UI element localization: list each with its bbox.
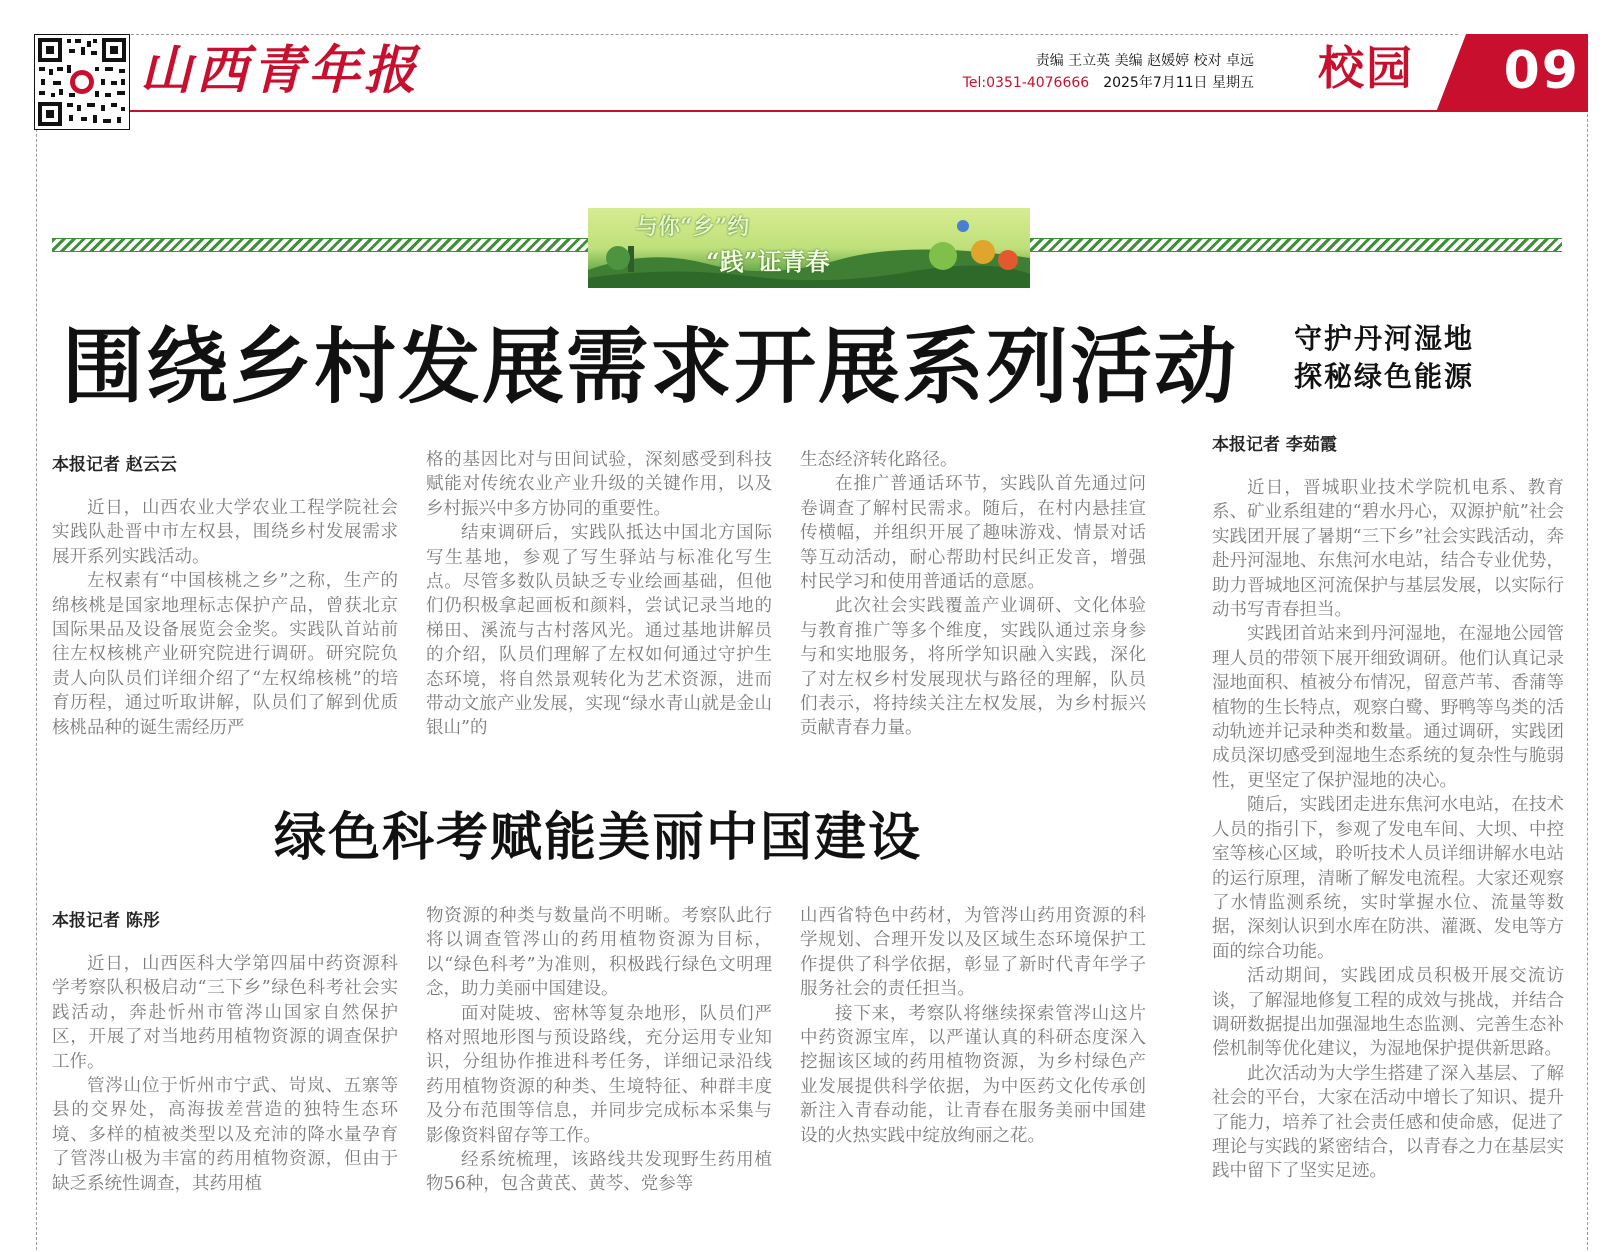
paragraph: 近日，山西医科大学第四届中药资源科学考察队积极启动“三下乡”绿色科考社会实践活动，奔赴忻州市管涔山国家自然保护区，开展了对当地药用植物资源的调查保护工作。 [52, 954, 398, 1072]
paragraph: 在推广普通话环节，实践队首先通过问卷调查了解村民需求。随后，在村内悬挂宣传横幅，并组织开展了趣味游戏、情景对话等互动活动，耐心帮助村民纠正发音，增强村民学习和使用普通话的意愿。 [800, 474, 1146, 593]
paragraph: 实践团首站来到丹河湿地，在湿地公园管理人员的带领下展开细致调研。他们认真记录湿地面积、植被分布情况，留意芦苇、香蒲等植物的生长特点，观察白鹭、野鸭等鸟类的活动轨迹并记录种类和数量。通过调研，实践团成员深切感受到湿地生态系统的复杂性与脆弱性，更坚定了保护湿地的决心。 [1212, 624, 1564, 791]
article1-column-3 [800, 448, 1146, 746]
article3-headline-line-1: 守护丹河湿地 [1294, 322, 1475, 355]
header-meta [963, 50, 1254, 94]
issue-date: 2025年7月11日 星期五 [1103, 75, 1254, 91]
section-name: 校园 [1318, 41, 1414, 95]
banner-hatch-right [1030, 238, 1562, 252]
paragraph: 格的基因比对与田间试验，深刻感受到科技赋能对传统农业产业升级的关键作用，以及乡村振兴中多方协同的重要性。 [426, 450, 772, 519]
paragraph: 此次活动为大学生搭建了深入基层、了解社会的平台，大家在活动中增长了知识、提升了能力，培养了社会责任感和使命感，促进了理论与实践的紧密结合，以青春之力在基层实践中留下了坚实足迹。 [1212, 1063, 1564, 1182]
banner-line-2: “践”证青春 [706, 247, 830, 276]
article3-headline [1294, 320, 1534, 396]
page-number-badge [1436, 30, 1588, 112]
qr-code-icon[interactable] [34, 34, 130, 130]
column-banner [588, 208, 1030, 288]
article2-column-2 [426, 904, 772, 1206]
page-number: 09 [1503, 41, 1580, 101]
paragraph: 接下来，考察队将继续探索管涔山这片中药资源宝库，以严谨认真的科研态度深入挖掘该区域的药用植物资源，为乡村绿色产业发展提供科学依据，为中医药文化传承创新注入青春动能，让青春在服务美丽中国建设的火热实践中绽放绚丽之花。 [800, 1003, 1146, 1146]
paragraph: 物资源的种类与数量尚不明晰。考察队此行将以调查管涔山的药用植物资源为目标，以“绿色科考”为准则，积极践行绿色文明理念，助力美丽中国建设。 [426, 906, 772, 1000]
article1-column-2 [426, 448, 772, 746]
article2-headline: 绿色科考赋能美丽中国建设 [274, 808, 923, 868]
article1-headline: 围绕乡村发展需求开展系列活动 [62, 320, 1239, 415]
article1-byline: 本报记者 赵云云 [52, 455, 177, 475]
article2-column-1 [52, 952, 398, 1206]
header-divider [130, 110, 1588, 112]
editors-line: 责编 王立英 美编 赵媛婷 校对 卓远 [1035, 53, 1254, 69]
article2-byline: 本报记者 陈彤 [52, 911, 160, 931]
paragraph: 山西省特色中药材，为管涔山药用资源的科学规划、合理开发以及区域生态环境保护工作提供了科学依据，彰显了新时代青年学子服务社会的责任担当。 [800, 906, 1146, 1000]
banner-line-1: 与你“乡”约 [636, 214, 750, 240]
article2-column-3 [800, 904, 1146, 1206]
paragraph: 面对陡坡、密林等复杂地形，队员们严格对照地形图与预设路线，充分运用专业知识，分组协作推进科考任务，详细记录沿线药用植物资源的种类、生境特征、种群丰度及分布范围等信息，并同步完成标本采集与影像资料留存等工作。 [426, 1003, 772, 1146]
article1-column-1 [52, 496, 398, 746]
paragraph: 近日，山西农业大学农业工程学院社会实践队赴晋中市左权县，围绕乡村发展需求展开系列实践活动。 [52, 498, 398, 567]
paragraph: 随后，实践团走进东焦河水电站，在技术人员的指引下，参观了发电车间、大坝、中控室等核心区域，聆听技术人员详细讲解水电站的运行原理，清晰了解发电流程。大家还观察了水情监测系统，实时掌握水位、流量等数据，深刻认识到水库在防洪、灌溉、发电等方面的综合功能。 [1212, 795, 1564, 962]
paragraph: 近日，晋城职业技术学院机电系、教育系、矿业系组建的“碧水丹心，双源护航”社会实践团开展了暑期“三下乡”社会实践活动，奔赴丹河湿地、东焦河水电站，结合专业优势，助力晋城地区河流保护与基层发展，以实际行动书写青春担当。 [1212, 478, 1564, 621]
paragraph: 管涔山位于忻州市宁武、岢岚、五寨等县的交界处，高海拔差营造的独特生态环境、多样的植被类型以及充沛的降水量孕育了管涔山极为丰富的药用植物资源，但由于缺乏系统性调查，其药用植 [52, 1076, 398, 1194]
article3-headline-line-2: 探秘绿色能源 [1294, 360, 1475, 393]
banner-hatch-left [52, 238, 588, 252]
masthead-logo: 山西青年报 [140, 40, 421, 101]
telephone: Tel:0351-4076666 [962, 75, 1090, 91]
paragraph: 经系统梳理，该路线共发现野生药用植物56种，包含黄芪、黄芩、党参等 [426, 1150, 772, 1195]
paragraph: 左权素有“中国核桃之乡”之称，生产的绵核桃是国家地理标志保护产品，曾获北京国际果品及设备展览会金奖。实践队首站前往左权核桃产业研究院进行调研。研究院负责人向队员们详细介绍了“左权绵核桃”的培育历程，通过听取讲解，队员们了解到优质核桃品种的诞生需经历严 [52, 571, 398, 738]
paragraph: 此次社会实践覆盖产业调研、文化体验与教育推广等多个维度，实践队通过亲身参与和实地服务，将所学知识融入实践，深化了对左权乡村发展现状与路径的理解，队员们表示，将持续关注左权发展，为乡村振兴贡献青春力量。 [800, 596, 1146, 739]
article3-column [1212, 476, 1564, 1250]
paragraph: 活动期间，实践团成员积极开展交流访谈，了解湿地修复工程的成效与挑战，并结合调研数据提出加强湿地生态监测、完善生态补偿机制等优化建议，为湿地保护提供新思路。 [1212, 966, 1564, 1060]
article3-byline: 本报记者 李茹霞 [1212, 435, 1337, 455]
paragraph: 生态经济转化路径。 [800, 450, 958, 470]
paragraph: 结束调研后，实践队抵达中国北方国际写生基地，参观了写生驿站与标准化写生点。尽管多数队员缺乏专业绘画基础，但他们仍积极拿起画板和颜料，尝试记录当地的梯田、溪流与古村落风光。通过基地讲解员的介绍，队员们理解了左权如何通过守护生态环境，将自然景观转化为艺术资源，进而带动文旅产业发展，实现“绿水青山就是金山银山”的 [426, 523, 772, 739]
